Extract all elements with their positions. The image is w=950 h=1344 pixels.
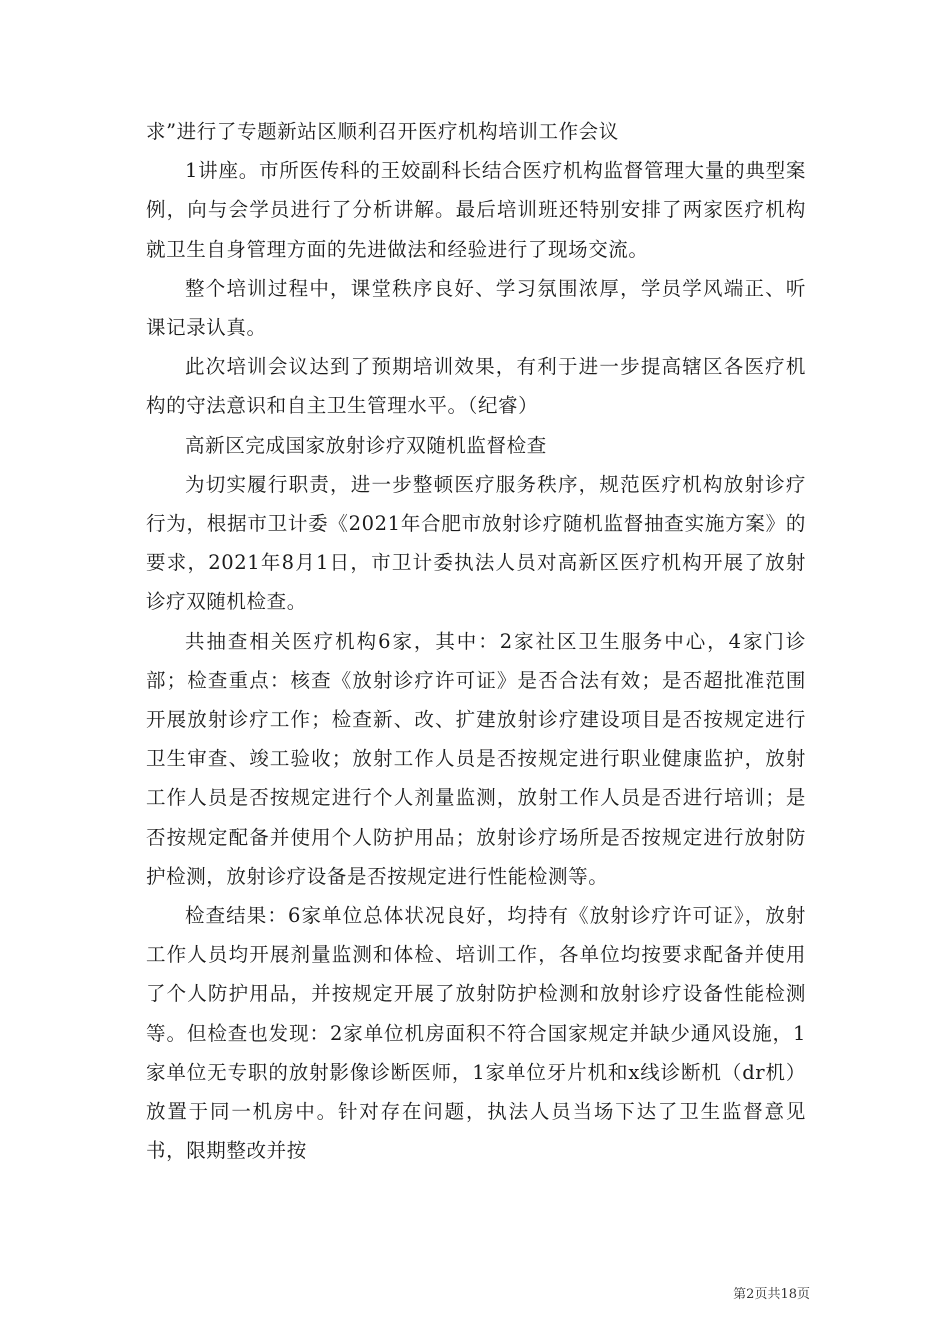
paragraph-1: 求”进行了专题新站区顺利召开医疗机构培训工作会议 <box>146 120 619 143</box>
paragraph-5: 为切实履行职责，进一步整顿医疗服务秩序，规范医疗机构放射诊疗行为，根据市卫计委《2021年合肥市放射诊疗随机监督抽查实施方案》的要求，2021年8月1日，市卫计委执法人员对高新区医疗机构开展了放射诊疗双随机检查。 <box>146 472 806 614</box>
paragraph-3: 整个培训过程中，课堂秩序良好、学习氛围浓厚，学员学风端正、听课记录认真。 <box>146 276 806 340</box>
paragraph-7: 检查结果：6家单位总体状况良好，均持有《放射诊疗许可证》，放射工作人员均开展剂量监测和体检、培训工作，各单位均按要求配备并使用了个人防护用品，并按规定开展了放射防护检测和放射诊疗设备性能检测等。但检查也发现：2家单位机房面积不符合国家规定并缺少通风设施，1家单位无专职的放射影像诊断医师，1家单位牙片机和x线诊断机（dr机）放置于同一机房中。针对存在问题，执法人员当场下达了卫生监督意见书，限期整改并按 <box>146 904 806 1163</box>
page-number: 第2页共18页 <box>733 1287 810 1302</box>
paragraph-4: 此次培训会议达到了预期培训效果，有利于进一步提高辖区各医疗机构的守法意识和自主卫生管理水平。（纪睿） <box>146 355 806 418</box>
paragraph-6: 共抽查相关医疗机构6家，其中：2家社区卫生服务中心，4家门诊部；检查重点：核查《放射诊疗许可证》是否合法有效；是否超批准范围开展放射诊疗工作；检查新、改、扩建放射诊疗建设项目是否按规定进行卫生审查、竣工验收；放射工作人员是否按规定进行职业健康监护，放射工作人员是否按规定进行个人剂量监测，放射工作人员是否进行培训；是否按规定配备并使用个人防护用品；放射诊疗场所是否按规定进行放射防护检测，放射诊疗设备是否按规定进行性能检测等。 <box>146 629 806 888</box>
section-heading: 高新区完成国家放射诊疗双随机监督检查 <box>185 433 547 457</box>
document-body <box>146 112 806 1170</box>
paragraph-2: 1讲座。市所医传科的王姣副科长结合医疗机构监督管理大量的典型案例，向与会学员进行了分析讲解。最后培训班还特别安排了两家医疗机构就卫生自身管理方面的先进做法和经验进行了现场交流。 <box>146 159 806 261</box>
